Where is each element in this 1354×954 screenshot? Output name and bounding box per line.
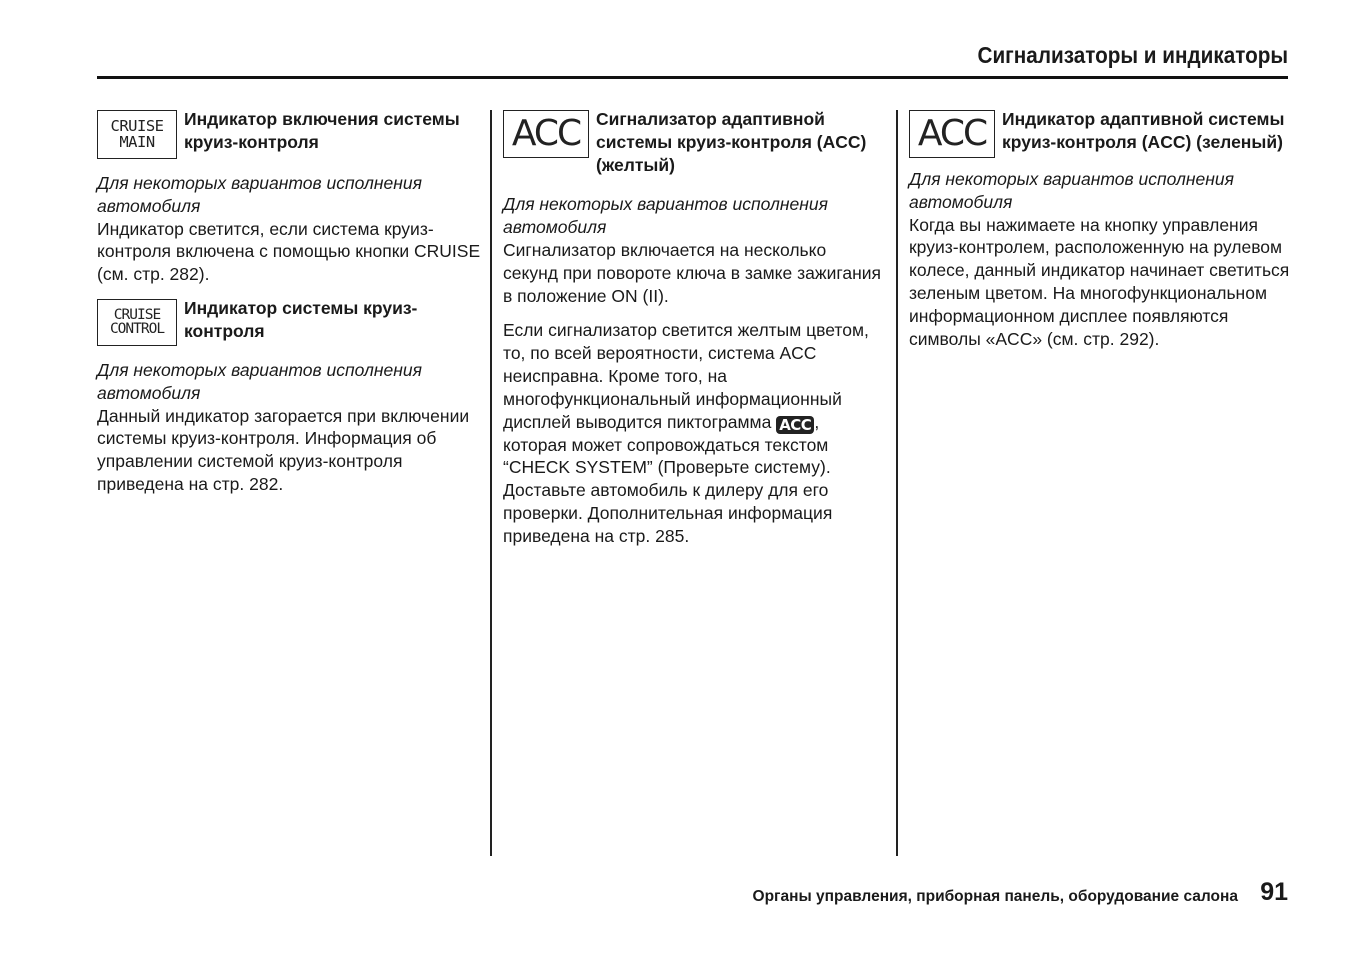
acc-green-title: Индикатор адаптивной системы круиз-контроля (ACC) (зеленый) [1002,109,1285,152]
cruise-main-title: Индикатор включения системы круиз-контроля [184,109,460,152]
acc-warning-icon: ACC [503,110,589,158]
footer-section-title: Органы управления, приборная панель, оборудование салона [752,888,1238,905]
text-after-icon: , которая может сопровождаться текстом “CHECK SYSTEM” (Проверьте систему). Доставьте автомобиль к дилеру для его проверки. Дополнительная информация приведена на стр. 285. [503,411,833,546]
cruise-control-header [97,299,482,346]
acc-yellow-description-2 [503,319,883,547]
text-before-icon: Если сигнализатор светится желтым цветом, то, по всей вероятности, система ACC неисправна. Кроме того, на многофункциональный информационный дисплей выводится пиктограмма [503,320,869,432]
icon-line: CONTROL [109,321,165,338]
icon-line: CRUISE [110,117,164,135]
variant-note: Для некоторых вариантов исполнения автомобиля [97,359,422,403]
variant-note: Для некоторых вариантов исполнения автомобиля [97,173,422,216]
cruise-main-indicator-icon [97,110,177,159]
acc-green-description: Когда вы нажимаете на кнопку управления круиз-контролем, расположенную на рулевом колесе, данный индикатор начинает светиться зеленым цветом. На многофункциональном информационном дисплее появляются символы «ACC» (см. стр. 292). [909,214,1290,349]
acc-yellow-title: Сигнализатор адаптивной системы круиз-контроля (ACC) (желтый) [596,109,867,175]
cruise-control-description: Данный индикатор загорается при включении системы круиз-контроля. Информация об управлении системой круиз-контроля приведена на стр. 282. [97,405,470,494]
acc-green-header [909,110,1294,158]
acc-inline-icon: ACC [776,416,814,434]
cruise-control-title: Индикатор системы круиз-контроля [184,297,418,341]
page-number: 91 [1260,878,1288,906]
title-divider [97,76,1288,79]
column-divider [490,110,492,856]
column-1 [97,110,482,496]
column-divider [896,110,898,856]
page-title: Сигнализаторы и индикаторы [977,42,1288,68]
column-3 [909,110,1294,350]
icon-line: CRUISE [113,306,161,323]
acc-indicator-icon: ACC [909,110,995,158]
acc-yellow-header [503,110,883,176]
variant-note: Для некоторых вариантов исполнения автомобиля [909,169,1234,212]
acc-yellow-description: Сигнализатор включается на несколько секунд при повороте ключа в замке зажигания в положение ON (II). [503,239,882,306]
variant-note: Для некоторых вариантов исполнения автомобиля [503,194,828,238]
column-2 [503,110,883,548]
cruise-main-description: Индикатор светится, если система круиз-контроля включена с помощью кнопки CRUISE (см. стр. 282). [97,218,481,285]
cruise-control-indicator-icon [97,299,177,346]
cruise-main-header [97,110,482,159]
icon-line: MAIN [119,132,155,151]
